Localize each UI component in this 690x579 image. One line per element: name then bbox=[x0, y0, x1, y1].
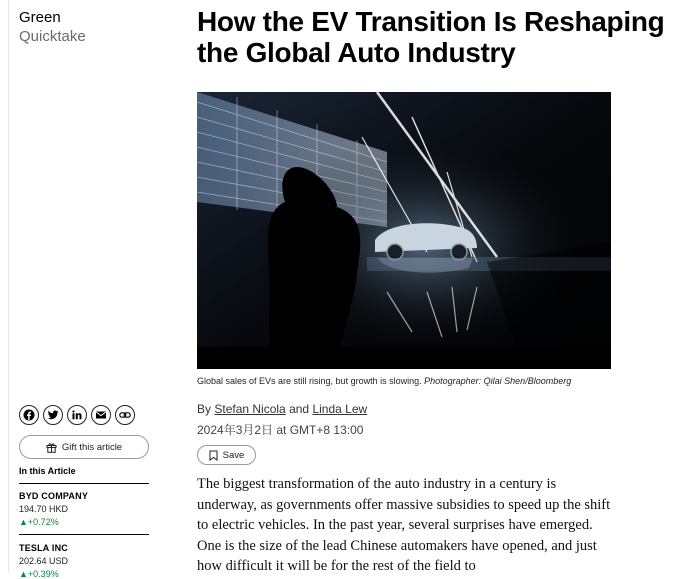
gift-icon bbox=[46, 442, 57, 453]
ticker-change-byd bbox=[19, 517, 59, 527]
email-icon bbox=[95, 409, 107, 421]
up-arrow-icon: ▲ bbox=[19, 569, 28, 579]
save-button[interactable] bbox=[197, 445, 256, 465]
share-bar bbox=[19, 405, 135, 427]
byline-prefix: By bbox=[197, 402, 212, 416]
facebook-icon bbox=[23, 409, 35, 421]
twitter-share-button[interactable] bbox=[43, 405, 63, 425]
author-link-linda-lew[interactable]: Linda Lew bbox=[312, 402, 368, 416]
hero-image bbox=[197, 92, 611, 369]
gift-article-button[interactable] bbox=[19, 435, 149, 459]
caption-text: Global sales of EVs are still rising, but growth is slowing. bbox=[197, 376, 422, 386]
ticker-divider bbox=[19, 483, 149, 484]
linkedin-share-button[interactable] bbox=[67, 405, 87, 425]
byline-conjunction: and bbox=[289, 402, 310, 416]
author-link-stefan-nicola[interactable]: Stefan Nicola bbox=[214, 402, 286, 416]
ticker-divider bbox=[19, 534, 149, 535]
gift-article-label: Gift this article bbox=[61, 441, 123, 453]
facebook-share-button[interactable] bbox=[19, 405, 39, 425]
photo-credit: Photographer: Qilai Shen/Bloomberg bbox=[424, 376, 572, 386]
section-name[interactable]: Green bbox=[19, 9, 61, 26]
link-icon bbox=[119, 409, 131, 421]
save-label: Save bbox=[222, 449, 245, 461]
article-headline: How the EV Transition Is Reshaping the Global Auto Industry bbox=[197, 6, 665, 68]
section-subname[interactable]: Quicktake bbox=[19, 28, 86, 45]
publish-date: 2024年3月2日 at GMT+8 13:00 bbox=[197, 423, 364, 437]
hero-photo bbox=[197, 92, 611, 369]
ticker-price-tesla: 202.64 USD bbox=[19, 556, 69, 566]
ticker-change-tesla bbox=[19, 569, 59, 579]
copy-link-button[interactable] bbox=[115, 405, 135, 425]
ticker-change-value: +0.39% bbox=[27, 569, 59, 579]
ticker-name-byd[interactable]: BYD COMPANY bbox=[19, 491, 89, 501]
bookmark-icon bbox=[209, 450, 218, 461]
ticker-price-byd: 194.70 HKD bbox=[19, 504, 69, 514]
ticker-name-tesla[interactable]: TESLA INC bbox=[19, 543, 68, 553]
twitter-icon bbox=[47, 409, 59, 421]
up-arrow-icon: ▲ bbox=[19, 517, 28, 527]
email-share-button[interactable] bbox=[91, 405, 111, 425]
image-caption bbox=[197, 375, 627, 387]
byline bbox=[197, 402, 367, 416]
left-divider bbox=[8, 0, 9, 572]
ticker-change-value: +0.72% bbox=[27, 517, 59, 527]
article-body-paragraph: The biggest transformation of the auto industry in a century is underway, as governments offer massive subsidies to speed up the shift to electric vehicles. In the past year, several surprises have emerged. One is the size of the lead Chinese automakers have opened, and just how difficult it will be for the rest of the field to bbox=[197, 476, 611, 574]
linkedin-icon bbox=[71, 409, 83, 421]
in-this-article-heading: In this Article bbox=[19, 466, 76, 476]
